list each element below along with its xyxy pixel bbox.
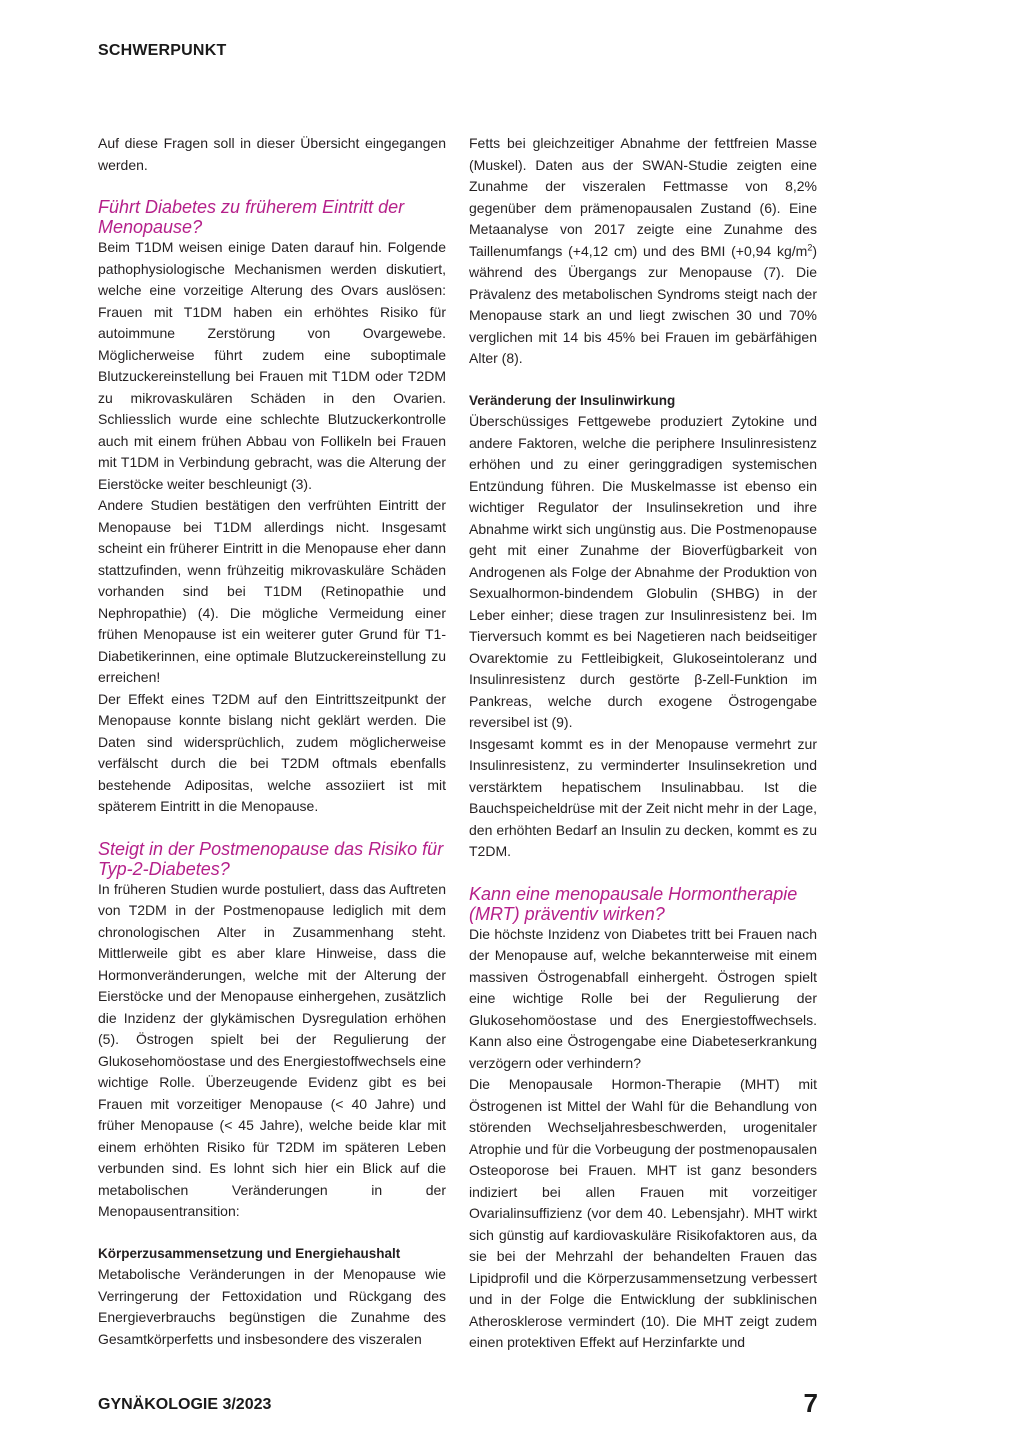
- paragraph: In früheren Studien wurde postuliert, dass das Auftreten von T2DM in der Postmenopause lediglich mit dem chronologischen Alter in Zusammenhang steht. Mittlerweile gibt es aber klare Hinweise, dass die Hormonveränderungen, welche mit der Alterung der Eierstöcke und der Menopause einhergehen, zusätzlich die Inzidenz der glykämischen Dysregulation erhöhen (5). Östrogen spielt bei der Regulierung der Glukosehomöostase und des Energiestoffwechsels eine wichtige Rolle. Überzeugende Evidenz gibt es bei Frauen mit vorzeitiger Menopause (< 40 Jahre) und früher Menopause (< 45 Jahre), welche beide klar mit einem erhöhten Risiko für T2DM im späteren Leben verbunden sind. Es lohnt sich hier ein Blick auf die metabolischen Veränderungen in der Menopausentransition:: [98, 880, 446, 1219]
- intro-paragraph: Auf diese Fragen soll in dieser Übersicht eingegangen werden.: [98, 135, 446, 173]
- heading-hormone-therapy: Kann eine menopausale Hormontherapie (MRT) präventiv wirken?: [469, 883, 798, 924]
- paragraph-text: Fetts bei gleichzeitiger Abnahme der fettfreien Masse (Muskel). Daten aus der SWAN-Studie zeigten eine Zunahme der viszeralen Fettmasse von 8,2% gegenüber dem prämenopausalen Zustand (6). Eine Metaanalyse von 2017 zeigte eine Zunahme des Taillenumfangs (+4,12 cm) und des BMI (+0,94 kg/m: [469, 135, 817, 259]
- superscript: 2: [807, 241, 813, 252]
- heading-early-menopause: Führt Diabetes zu früherem Eintritt der Menopause?: [98, 197, 405, 237]
- paragraph: Die höchste Inzidenz von Diabetes tritt bei Frauen nach der Menopause auf, welche bekannterweise mit einem massiven Östrogenabfall einhergeht. Östrogen spielt eine wichtige Rolle bei der Regulierung der Glukosehomöostase und des Energiestoffwechsels. Kann also eine Östrogengabe eine Diabeteserkrankung verzögern oder verhindern?: [469, 925, 817, 1071]
- paragraph: Beim T1DM weisen einige Daten darauf hin. Folgende pathophysiologische Mechanismen werden diskutiert, welche eine vorzeitige Alterung des Ovars auslösen: Frauen mit T1DM haben ein erhöhtes Risiko für autoimmune Zerstörung von Ovargewebe. Möglicherweise führt zudem eine suboptimale Blutzuckereinstellung bei Frauen mit T1DM oder T2DM zu mikrovaskulären Schäden in den Ovarien. Schliesslich wurde eine schlechte Blutzuckerkontrolle auch mit einem frühen Abbau von Follikeln bei Frauen mit T1DM in Verbindung gebracht, was die Alterung der Eierstöcke weiter beschleunigt (3).: [98, 239, 446, 492]
- paragraph: Überschüssiges Fettgewebe produziert Zytokine und andere Faktoren, welche die periphere Insulinresistenz erhöhen und zu einer geringgradigen systemischen Entzündung führen. Die Muskelmasse ist ebenso ein wichtiger Regulator der Insulinsekretion und ihre Abnahme wirkt sich ungünstig aus. Die Postmenopause geht mit einer Zunahme der Bioverfügbarkeit von Androgenen als Folge der Abnahme der Produktion von Sexualhormon-bindendem Globulin (SHBG) in der Leber einher; diese tragen zur Insulinresistenz bei. Im Tierversuch kommt es bei Nagetieren nach beidseitiger Ovarektomie zu Fettleibigkeit, Glukoseintoleranz und Insulinresistenz durch gestörte β-Zell-Funktion im Pankreas, welche durch exogene Östrogengabe reversibel ist (9).: [469, 413, 817, 730]
- paragraph: Insgesamt kommt es in der Menopause vermehrt zur Insulinresistenz, zu verminderter Insulinsekretion und verstärktem hepatischem Insulinabbau. Ist die Bauchspeicheldrüse mit der Zeit nicht mehr in der Lage, den erhöhten Bedarf an Insulin zu decken, kommt es zu T2DM.: [469, 735, 817, 859]
- subheading-body-composition: Körperzusammensetzung und Energiehaushalt: [98, 1245, 401, 1261]
- heading-postmenopause-risk: Steigt in der Postmenopause das Risiko für Typ-2-Diabetes?: [98, 838, 444, 879]
- paragraph: [469, 133, 817, 370]
- paragraph: Andere Studien bestätigen den verfrühten Eintritt der Menopause bei T1DM allerdings nicht. Insgesamt scheint ein früherer Eintritt in die Menopause eher dann stattzufinden, wenn frühzeitig mikrovaskuläre Schäden vorhanden sind bei T1DM (Retinopathie und Nephropathie) (4). Die mögliche Vermeidung einer frühen Menopause ist ein weiterer guter Grund für T1-Diabetikerinnen, eine optimale Blutzuckereinstellung zu erreichen!: [98, 497, 446, 685]
- page-number: 7: [803, 1388, 818, 1418]
- subheading-insulin-action: Veränderung der Insulinwirkung: [469, 392, 676, 408]
- left-column: [98, 133, 446, 1350]
- paragraph-text: ) während des Übergangs zur Menopause (7). Die Prävalenz des metabolischen Syndroms steigt nach der Menopause stark an und liegt zwischen 30 und 70% verglichen mit 14 bis 45% bei Frauen im gebärfähigen Alter (8).: [469, 242, 817, 366]
- paragraph: Die Menopausale Hormon-Therapie (MHT) mit Östrogenen ist Mittel der Wahl für die Behandlung von störenden Wechseljahresbeschwerden, urogenitaler Atrophie und für die Vorbeugung der postmenopausalen Osteoporose bei Frauen. MHT ist ganz besonders indiziert bei allen Frauen mit vorzeitiger Ovarialinsuffizienz (vor dem 40. Lebensjahr). MHT wirkt sich günstig auf kardiovaskuläre Risikofaktoren aus, da sie bei der Mehrzahl der behandelten Frauen das Lipidprofil und die Körperzusammensetzung verbessert und in der Folge die Entwicklung der subklinischen Atherosklerose vermindert (10). Die MHT zeigt zudem einen protektiven Effekt auf Herzinfarkte und: [469, 1076, 817, 1350]
- paragraph: Der Effekt eines T2DM auf den Eintrittszeitpunkt der Menopause konnte bislang nicht geklärt werden. Die Daten sind widersprüchlich, zudem möglicherweise verfälscht durch die bei T2DM oftmals ebenfalls bestehende Adipositas, welche assoziiert ist mit späterem Eintritt in die Menopause.: [98, 690, 446, 814]
- right-column: [469, 133, 817, 1354]
- section-label: SCHWERPUNKT: [98, 42, 227, 59]
- journal-issue: GYNÄKOLOGIE 3/2023: [98, 1396, 272, 1413]
- paragraph: Metabolische Veränderungen in der Menopause wie Verringerung der Fettoxidation und Rückgang des Energieverbrauchs begünstigen die Zunahme des Gesamtkörperfetts und insbesondere des viszeralen: [98, 1266, 446, 1347]
